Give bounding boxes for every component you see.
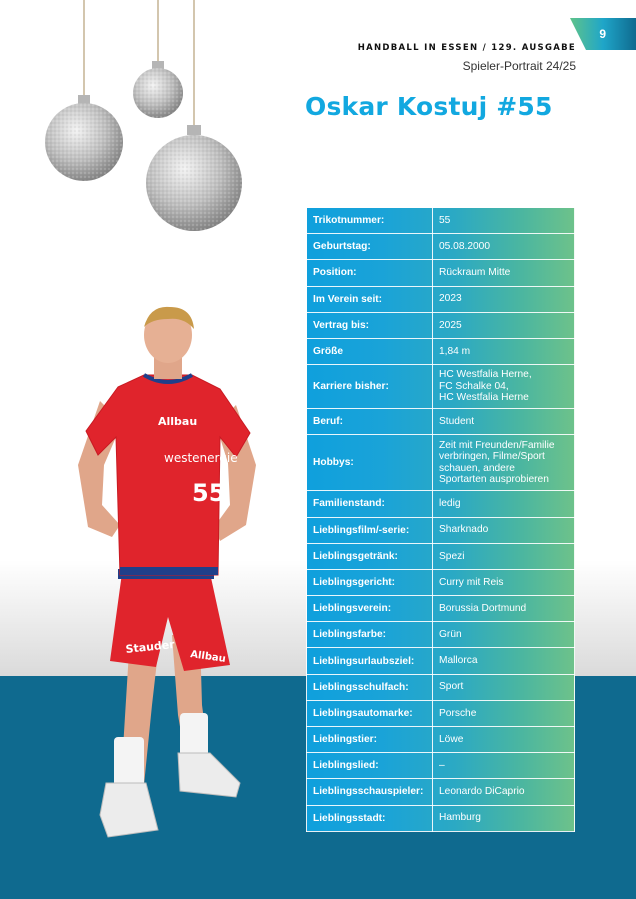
- profile-value: –: [433, 753, 575, 779]
- profile-value: Löwe: [433, 727, 575, 753]
- profile-value: 2025: [433, 312, 575, 338]
- profile-value: 05.08.2000: [433, 234, 575, 260]
- profile-row: [307, 753, 575, 779]
- profile-value: Grün: [433, 622, 575, 648]
- profile-value: Hamburg: [433, 805, 575, 831]
- jersey-number: 55: [192, 479, 226, 507]
- profile-label: Beruf:: [307, 409, 433, 435]
- profile-row: [307, 779, 575, 805]
- profile-label: Karriere bisher:: [307, 365, 433, 409]
- player-profile-table: [306, 207, 575, 832]
- section-subtitle: Spieler-Portrait 24/25: [462, 59, 576, 73]
- profile-value: Mallorca: [433, 648, 575, 674]
- profile-label: Lieblingsschulfach:: [307, 674, 433, 700]
- profile-label: Vertrag bis:: [307, 312, 433, 338]
- profile-value-line: HC Westfalia Herne: [439, 392, 529, 404]
- profile-row: [307, 491, 575, 517]
- profile-row: [307, 700, 575, 726]
- profile-row: [307, 409, 575, 435]
- profile-label: Lieblingsfarbe:: [307, 622, 433, 648]
- profile-label: Lieblingsgetränk:: [307, 543, 433, 569]
- profile-row: [307, 569, 575, 595]
- profile-row: [307, 234, 575, 260]
- jersey-chest-sponsor: Allbau: [158, 415, 198, 428]
- profile-row: [307, 517, 575, 543]
- profile-label: Hobbys:: [307, 435, 433, 491]
- profile-value: 55: [433, 208, 575, 234]
- shorts-sponsor-right: Allbau: [189, 649, 227, 665]
- profile-value: 2023: [433, 286, 575, 312]
- profile-value-line: HC Westfalia Herne,: [439, 369, 532, 381]
- jersey-sponsor: westenergie: [164, 451, 238, 465]
- profile-label: Lieblingsurlaubsziel:: [307, 648, 433, 674]
- profile-row: [307, 674, 575, 700]
- profile-row: [307, 260, 575, 286]
- profile-value-line: schauen, andere: [439, 462, 515, 474]
- profile-label: Lieblingsgericht:: [307, 569, 433, 595]
- profile-label: Lieblingsverein:: [307, 596, 433, 622]
- profile-label: Lieblingstier:: [307, 727, 433, 753]
- profile-row: [307, 543, 575, 569]
- profile-value: Leonardo DiCaprio: [433, 779, 575, 805]
- profile-value-line: Sportarten ausprobieren: [439, 474, 549, 486]
- profile-label: Lieblingslied:: [307, 753, 433, 779]
- profile-row: [307, 208, 575, 234]
- page-number: 9: [599, 27, 606, 41]
- profile-label: Im Verein seit:: [307, 286, 433, 312]
- profile-value-line: verbringen, Filme/Sport: [439, 451, 545, 463]
- profile-row: [307, 648, 575, 674]
- player-photo: [60, 305, 270, 850]
- profile-label: Lieblingsautomarke:: [307, 700, 433, 726]
- profile-value: Spezi: [433, 543, 575, 569]
- profile-row: [307, 286, 575, 312]
- profile-value: Student: [433, 409, 575, 435]
- profile-label: Lieblingsschauspieler:: [307, 779, 433, 805]
- profile-row: [307, 727, 575, 753]
- profile-row: [307, 338, 575, 364]
- profile-value: Rückraum Mitte: [433, 260, 575, 286]
- profile-value: ledig: [433, 491, 575, 517]
- profile-value: 1,84 m: [433, 338, 575, 364]
- profile-value: Sport: [433, 674, 575, 700]
- profile-label: Position:: [307, 260, 433, 286]
- profile-label: Geburtstag:: [307, 234, 433, 260]
- profile-row: [307, 622, 575, 648]
- profile-row: [307, 435, 575, 491]
- profile-value-line: Zeit mit Freunden/Familie: [439, 439, 555, 451]
- shorts-sponsor-left: Stauder: [124, 637, 176, 656]
- profile-row: [307, 596, 575, 622]
- profile-label: Lieblingsstadt:: [307, 805, 433, 831]
- profile-value: Sharknado: [433, 517, 575, 543]
- profile-label: Familienstand:: [307, 491, 433, 517]
- magazine-title: HANDBALL IN ESSEN / 129. AUSGABE: [357, 43, 576, 53]
- christmas-ornaments-image: [0, 0, 260, 240]
- profile-value: Porsche: [433, 700, 575, 726]
- profile-value: [433, 435, 575, 491]
- profile-value: Borussia Dortmund: [433, 596, 575, 622]
- profile-label: Größe: [307, 338, 433, 364]
- profile-value-line: FC Schalke 04,: [439, 380, 509, 392]
- profile-row: [307, 312, 575, 338]
- player-name: Oskar Kostuj #55: [305, 92, 553, 121]
- profile-row: [307, 805, 575, 831]
- profile-value: [433, 365, 575, 409]
- profile-label: Lieblingsfilm/-serie:: [307, 517, 433, 543]
- profile-label: Trikotnummer:: [307, 208, 433, 234]
- profile-value: Curry mit Reis: [433, 569, 575, 595]
- profile-row: [307, 365, 575, 409]
